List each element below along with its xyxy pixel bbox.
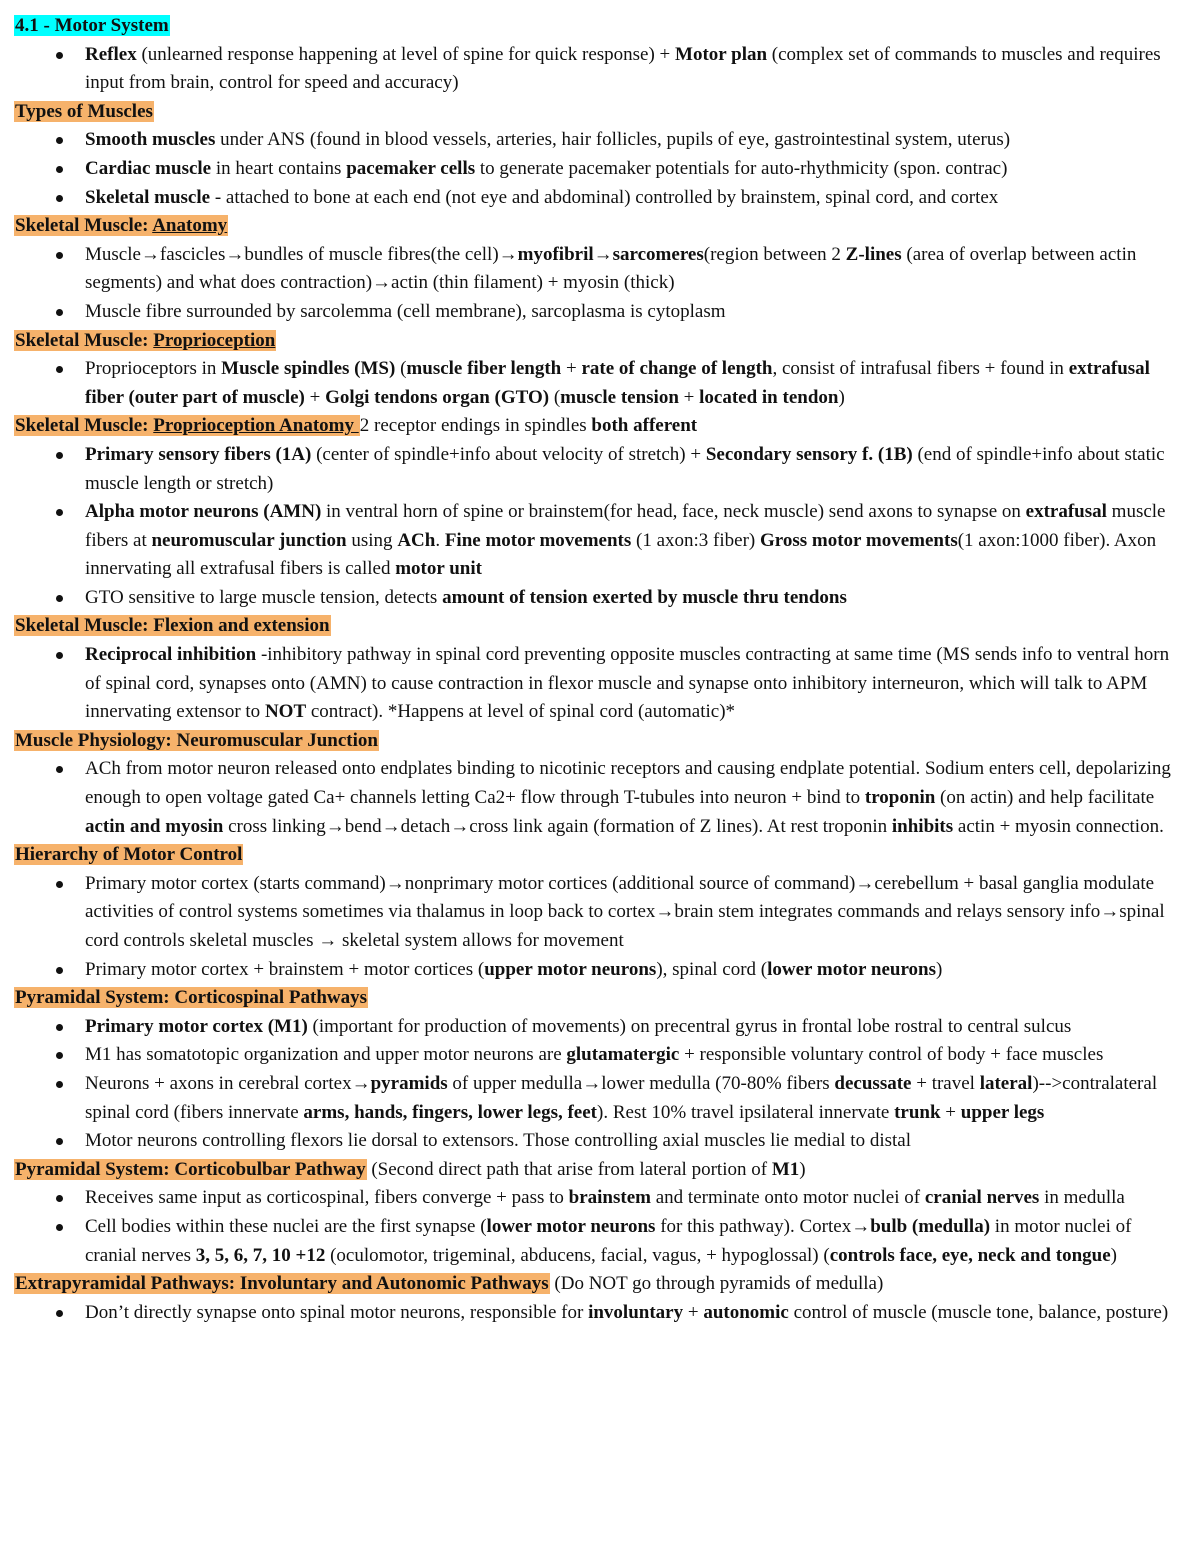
section-heading [14, 841, 1182, 870]
section-heading [14, 1270, 1182, 1299]
bold-text: 3, 5, 6, 7, 10 +12 [195, 1244, 326, 1266]
bold-text: Skeletal Muscle: Flexion and extension [15, 615, 330, 637]
heading-highlight [14, 730, 379, 751]
bold-text: Cardiac muscle [85, 157, 212, 179]
list-item [14, 1070, 1182, 1127]
bullet-list [14, 641, 1182, 727]
bold-text: trunk [894, 1101, 941, 1123]
heading-extra [367, 1159, 806, 1180]
text-run: Primary motor cortex + brainstem + motor cortices ( [85, 958, 485, 980]
bullet-list [14, 126, 1182, 212]
text-run: using [346, 529, 398, 551]
text-run: (important for production of movements) on precentral gyrus in frontal lobe rostral to central sulcus [307, 1015, 1072, 1037]
text-run: + responsible voluntary control of body + face muscles [679, 1044, 1104, 1066]
text-run: (end of spindle+info about static muscle length or stretch) [85, 443, 1165, 494]
text-run: ACh from motor neuron released onto endplates binding to nicotinic receptors and causing endplate potential. Sodium enters cell, depolarizing enough to open voltage gated Ca+ channels letting Ca2+ flow through T-tubules into neuron + bind to [85, 758, 1171, 809]
bullet-list [14, 41, 1182, 98]
text-run: + [678, 386, 700, 408]
bold-text: Secondary sensory f. (1B) [705, 443, 913, 465]
bold-text: Hierarchy of Motor Control [15, 844, 243, 866]
bold-text: Skeletal muscle [85, 186, 211, 208]
bold-text: lateral [979, 1072, 1033, 1094]
text-run: )-->contralateral spinal cord (fibers innervate [85, 1072, 1158, 1123]
list-item [14, 1127, 1182, 1156]
text-run: GTO sensitive to large muscle tension, detects [85, 586, 443, 608]
bold-text: located in tendon [699, 386, 839, 408]
bold-text: decussate [834, 1072, 912, 1094]
section-heading [14, 1156, 1182, 1185]
heading-extra [360, 415, 697, 436]
section [14, 412, 1182, 612]
section-heading [14, 12, 1182, 41]
section-heading [14, 98, 1182, 127]
list-item [14, 298, 1182, 327]
section [14, 212, 1182, 326]
bold-text: bulb (medulla) [870, 1215, 991, 1237]
bold-text: glutamatergic [566, 1044, 680, 1066]
bold-text: NOT [264, 701, 307, 723]
bold-text: ACh [397, 529, 436, 551]
section [14, 841, 1182, 984]
bold-text: actin and myosin [85, 815, 224, 837]
section-heading [14, 612, 1182, 641]
bold-text: Golgi tendons organ (GTO) [325, 386, 550, 408]
text-run: (region between 2 [703, 243, 846, 265]
text-run: - attached to bone at each end (not eye and abdominal) controlled by brainstem, spinal cord, and cortex [210, 186, 999, 208]
text-run: + travel [911, 1072, 980, 1094]
section-heading [14, 727, 1182, 756]
text-run: and terminate onto motor nuclei of [650, 1187, 925, 1209]
text-run: of upper medulla→lower medulla (70-80% fibers [447, 1072, 835, 1094]
bold-text: Primary sensory fibers (1A) [85, 443, 312, 465]
bold-text: motor unit [395, 558, 482, 580]
text-run: ) [838, 386, 845, 408]
text-run: muscle fibers at [85, 501, 1166, 551]
bold-text: brainstem [568, 1187, 651, 1209]
text-run: → [593, 243, 613, 265]
text-run: (area of overlap between actin segments) and what does contraction)→actin (thin filament) + myosin (thick) [85, 243, 1137, 294]
text-run: (on actin) and help facilitate [935, 787, 1155, 809]
bold-text: Types of Muscles [15, 100, 153, 122]
bold-text: autonomic [703, 1301, 789, 1323]
text-run: Receives same input as corticospinal, fibers converge + pass to [85, 1187, 569, 1209]
text-run: Proprioceptors in [85, 358, 222, 380]
bold-text: upper motor neurons [484, 958, 657, 980]
bold-text: troponin [864, 787, 936, 809]
text-run: (complex set of commands to muscles and requires input from brain, control for speed and accuracy) [85, 43, 1161, 94]
text-run: (Do NOT go through pyramids of medulla) [549, 1273, 884, 1295]
bullet-list [14, 441, 1182, 613]
section-heading [14, 327, 1182, 356]
text-run: M1 has somatotopic organization and upper motor neurons are [85, 1044, 567, 1066]
bold-text: Fine motor movements [444, 529, 632, 551]
bold-text: Muscle Physiology: Neuromuscular Junction [15, 729, 378, 751]
heading-extra [550, 1273, 884, 1294]
list-item [14, 1041, 1182, 1070]
bold-text: Alpha motor neurons (AMN) [85, 501, 322, 523]
text-run: + [683, 1301, 704, 1323]
bold-text: rate of change of length [581, 358, 773, 380]
bold-text: myofibril [517, 243, 594, 265]
text-run: (Second direct path that arise from lateral portion of [366, 1158, 772, 1180]
text-run: (center of spindle+info about velocity of stretch) + [311, 443, 706, 465]
bold-text: Anatomy [152, 215, 228, 237]
bullet-list [14, 241, 1182, 327]
list-item [14, 241, 1182, 298]
bold-text: Motor plan [675, 43, 768, 65]
text-run: (1 axon:3 fiber) [631, 529, 760, 551]
bullet-list [14, 755, 1182, 841]
bullet-list [14, 1184, 1182, 1270]
heading-highlight [14, 1159, 367, 1180]
heading-highlight [14, 101, 154, 122]
bold-text: lower motor neurons [767, 958, 937, 980]
section-heading [14, 412, 1182, 441]
bold-text: Primary motor cortex (M1) [85, 1015, 308, 1037]
text-run: Don’t directly synapse onto spinal motor neurons, responsible for [85, 1301, 589, 1323]
bold-text: Extrapyramidal Pathways: Involuntary and Autonomic Pathways [15, 1273, 549, 1295]
bold-text: extrafusal [1025, 501, 1107, 523]
text-run: -inhibitory pathway in spinal cord preventing opposite muscles contracting at same time (MS sends info to ventral horn of spinal cord, synapses onto (AMN) to cause contraction in flexor muscle and synapse onto inhibitory interneuron, which will talk to APM innervating extensor to [85, 644, 1170, 723]
section [14, 12, 1182, 98]
section [14, 984, 1182, 1156]
section [14, 98, 1182, 212]
bold-text: Skeletal Muscle: [15, 415, 154, 437]
bold-text: neuromuscular junction [151, 529, 347, 551]
text-run: + [561, 358, 582, 380]
bold-text: sarcomeres [612, 243, 704, 265]
bold-text: Smooth muscles [85, 129, 216, 151]
text-run: cross linking→bend→detach→cross link again (formation of Z lines). At rest troponin [223, 815, 892, 837]
text-run: (unlearned response happening at level of spine for quick response) + [136, 43, 676, 65]
text-run: , consist of intrafusal fibers + found in [772, 358, 1069, 380]
bold-text: Skeletal Muscle: [15, 215, 153, 237]
heading-highlight [14, 215, 228, 236]
text-run: in heart contains [211, 157, 347, 179]
text-run: in medulla [1039, 1187, 1125, 1209]
heading-highlight [14, 844, 243, 865]
list-item [14, 1184, 1182, 1213]
bold-text: Pyramidal System: Corticobulbar Pathway [15, 1158, 366, 1180]
bold-text: muscle tension [560, 386, 679, 408]
text-run: Neurons + axons in cerebral cortex→ [85, 1072, 371, 1094]
bold-text: upper legs [960, 1101, 1045, 1123]
bold-text: M1 [771, 1158, 800, 1180]
bold-text: Gross motor movements [760, 529, 958, 551]
text-run: Motor neurons controlling flexors lie dorsal to extensors. Those controlling axial muscles lie medial to distal [85, 1130, 911, 1152]
list-item [14, 755, 1182, 841]
bold-text: Reflex [85, 43, 137, 65]
list-item [14, 1213, 1182, 1270]
bold-text: 4.1 - Motor System [15, 15, 169, 36]
bold-text: amount of tension exerted by muscle thru tendons [442, 586, 847, 608]
bold-text: cranial nerves [924, 1187, 1040, 1209]
section [14, 327, 1182, 413]
bullet-list [14, 355, 1182, 412]
text-run: Cell bodies within these nuclei are the first synapse ( [85, 1215, 487, 1237]
bullet-list [14, 1299, 1182, 1328]
text-run: Primary motor cortex (starts command)→nonprimary motor cortices (additional source of command)→cerebellum + basal ganglia modulate activities of control systems sometimes via thalamus in loop back to cortex→brain stem integrates commands and relays sensory info→spinal cord controls skeletal muscles → skeletal system allows for movement [85, 872, 1165, 951]
section [14, 1156, 1182, 1270]
list-item [14, 641, 1182, 727]
section-heading [14, 212, 1182, 241]
text-run: (oculomotor, trigeminal, abducens, facial, vagus, + hypoglossal) ( [325, 1244, 830, 1266]
text-run: actin + myosin connection. [953, 815, 1164, 837]
list-item [14, 584, 1182, 613]
bold-text: lower motor neurons [486, 1215, 656, 1237]
text-run: ( [549, 386, 561, 408]
bold-text: Reciprocal inhibition [85, 644, 257, 666]
bold-text: inhibits [891, 815, 954, 837]
text-run: for this pathway). Cortex→ [655, 1215, 871, 1237]
bold-text: pyramids [370, 1072, 448, 1094]
bold-text: muscle fiber length [406, 358, 562, 380]
text-run: in motor nuclei of cranial nerves [85, 1215, 1132, 1266]
bold-text: Pyramidal System: Corticospinal Pathways [15, 987, 368, 1009]
heading-highlight [14, 987, 368, 1008]
list-item [14, 184, 1182, 213]
text-run: Muscle fibre surrounded by sarcolemma (cell membrane), sarcoplasma is cytoplasm [85, 300, 726, 322]
bold-text: arms, hands, fingers, lower legs, feet [303, 1101, 598, 1123]
text-run: contract). *Happens at level of spinal cord (automatic)* [306, 701, 736, 723]
text-run: (1 axon:1000 fiber). Axon innervating all extrafusal fibers is called [85, 529, 1157, 580]
text-run: in ventral horn of spine or brainstem(for head, face, neck muscle) send axons to synapse on [321, 501, 1026, 523]
bold-text: involuntary [588, 1301, 684, 1323]
heading-highlight [14, 15, 170, 36]
list-item [14, 1013, 1182, 1042]
section [14, 1270, 1182, 1327]
text-run: + [940, 1101, 961, 1123]
text-run: ), spinal cord ( [656, 958, 768, 980]
list-item [14, 870, 1182, 956]
text-run: . [435, 529, 445, 551]
list-item [14, 126, 1182, 155]
list-item [14, 956, 1182, 985]
bold-text: controls face, eye, neck and tongue [829, 1244, 1111, 1266]
text-run: ) [1110, 1244, 1117, 1266]
heading-highlight [14, 330, 276, 351]
text-run: control of muscle (muscle tone, balance, posture) [788, 1301, 1169, 1323]
text-run: + [304, 386, 326, 408]
text-run: to generate pacemaker potentials for auto-rhythmicity (spon. contrac) [475, 157, 1008, 179]
list-item [14, 355, 1182, 412]
text-run: ) [799, 1158, 806, 1180]
heading-highlight [14, 1273, 550, 1294]
section-heading [14, 984, 1182, 1013]
list-item [14, 41, 1182, 98]
list-item [14, 441, 1182, 498]
bold-text: both afferent [591, 415, 698, 437]
heading-highlight [14, 615, 331, 636]
bold-text: extrafusal fiber (outer part of muscle) [85, 358, 1150, 408]
bold-text: Proprioception Anatomy [153, 415, 359, 437]
bullet-list [14, 870, 1182, 984]
text-run: ) [936, 958, 943, 980]
heading-highlight [14, 415, 360, 436]
bold-text: Proprioception [153, 329, 276, 351]
text-run: ). Rest 10% travel ipsilateral innervate [597, 1101, 895, 1123]
list-item [14, 155, 1182, 184]
bold-text: Z-lines [845, 243, 902, 265]
section [14, 612, 1182, 726]
text-run: ( [395, 358, 407, 380]
bullet-list [14, 1013, 1182, 1156]
list-item [14, 1299, 1182, 1328]
bold-text: Skeletal Muscle: [15, 329, 154, 351]
list-item [14, 498, 1182, 584]
bold-text: Muscle spindles (MS) [221, 358, 396, 380]
text-run: 2 receptor endings in spindles [359, 415, 592, 437]
bold-text: pacemaker cells [346, 157, 476, 179]
text-run: under ANS (found in blood vessels, arteries, hair follicles, pupils of eye, gastrointestinal system, uterus) [215, 129, 1011, 151]
section [14, 727, 1182, 841]
text-run: Muscle→fascicles→bundles of muscle fibres(the cell)→ [85, 243, 518, 265]
